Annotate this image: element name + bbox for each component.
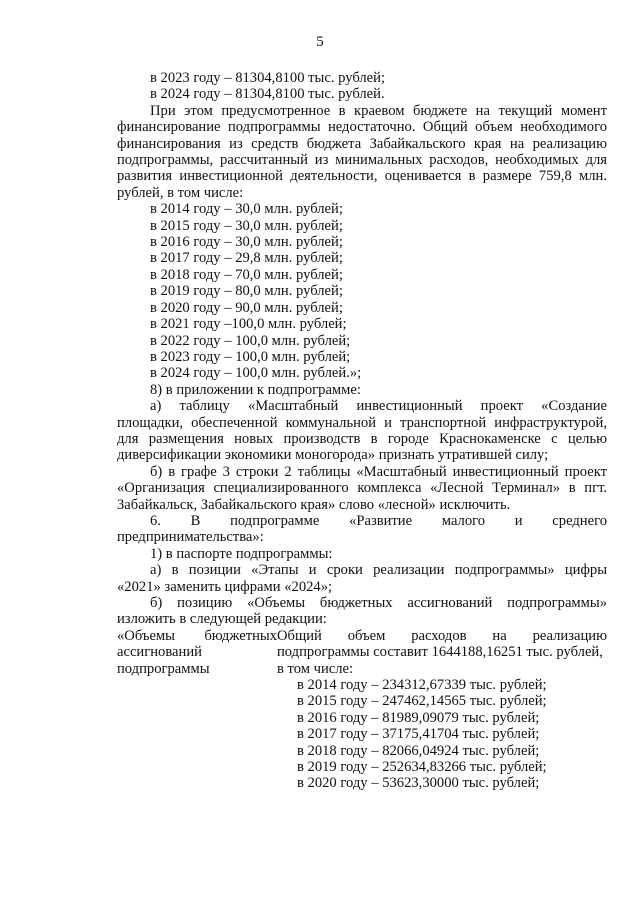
item-6-1: 1) в паспорте подпрограммы: [150, 545, 333, 562]
passport-label-line: подпрограммы [117, 660, 210, 677]
passport-label-line: «Объемы бюджетных [117, 627, 277, 644]
funding-line: При этом предусмотренное в краевом бюджете на текущий момент [150, 102, 607, 119]
funding-line: подпрограммы, рассчитанный из минимальных расходов, необходимых для [117, 152, 607, 169]
list-item: в 2017 году – 29,8 млн. рублей; [150, 250, 343, 267]
item-8a-line-last: диверсификации экономики моногорода» признать утратившей силу; [117, 447, 549, 464]
top-line-2024: в 2024 году – 81304,8100 тыс. рублей. [150, 86, 385, 103]
list-item: в 2020 году – 53623,30000 тыс. рублей; [297, 775, 540, 792]
list-item: в 2014 году – 234312,67339 тыс. рублей; [297, 677, 547, 694]
item-6-1b-line: б) позицию «Объемы бюджетных ассигнований подпрограммы» [150, 595, 607, 611]
top-line-2023: в 2023 году – 81304,8100 тыс. рублей; [150, 70, 386, 86]
item-6-1a [117, 562, 607, 595]
item-8a-line: площадки, обеспеченной коммунальной и транспортной инфраструктурой, [117, 414, 607, 431]
item-8a-line: для размещения новых производств в городе Краснокаменске с целью [117, 430, 607, 447]
list-item: в 2014 году – 30,0 млн. рублей; [150, 201, 343, 218]
list-item: в 2016 году – 30,0 млн. рублей; [150, 234, 343, 251]
passport-value-line: Общий объем расходов на реализацию [277, 627, 607, 644]
funding-line: развития инвестиционной деятельности, оценивается в размере 759,8 млн. [117, 168, 607, 185]
item-8a-line: а) таблицу «Масштабный инвестиционный проект «Создание [150, 398, 607, 415]
item-6-line: 6. В подпрограмме «Развитие малого и среднего [150, 512, 607, 529]
item-8b-line: б) в графе 3 строки 2 таблицы «Масштабный инвестиционный проект [150, 463, 607, 480]
list-item: в 2020 году – 90,0 млн. рублей; [150, 299, 343, 316]
passport-label [117, 628, 277, 792]
item-8b [117, 464, 607, 513]
passport-block [117, 628, 607, 792]
item-6-1b-line-last: изложить в следующей редакции: [117, 611, 327, 628]
passport-value [277, 628, 607, 792]
page-number: 5 [316, 34, 324, 50]
item-8: 8) в приложении к подпрограмме: [150, 381, 361, 398]
list-item: в 2015 году – 30,0 млн. рублей; [150, 217, 343, 234]
item-6-1a-line: а) в позиции «Этапы и сроки реализации подпрограммы» цифры [150, 562, 607, 579]
item-6-line-last: предпринимательства»: [117, 529, 264, 546]
item-8a [117, 398, 607, 464]
passport-label-line: ассигнований [117, 644, 202, 661]
item-6-1b [117, 595, 607, 628]
item-8b-line: «Организация специализированного комплекса «Лесной Терминал» в пгт. [117, 480, 607, 497]
list-item: в 2017 году – 37175,41704 тыс. рублей; [297, 726, 540, 743]
item-8b-line-last: Забайкальск, Забайкальского края» слово «лесной» исключить. [117, 496, 511, 513]
list-item: в 2018 году – 82066,04924 тыс. рублей; [297, 742, 540, 759]
list-item: в 2022 году – 100,0 млн. рублей; [150, 332, 351, 349]
list-item: в 2019 году – 80,0 млн. рублей; [150, 283, 343, 300]
funding-line: финансирования из средств бюджета Забайкальского края на реализацию [117, 135, 607, 152]
passport-value-line: подпрограммы составит 1644188,16251 тыс. рублей, [277, 644, 603, 661]
list-item: в 2018 году – 70,0 млн. рублей; [150, 266, 343, 283]
item-6 [117, 513, 607, 546]
funding-line: финансирование подпрограммы недостаточно. Общий объем необходимого [117, 119, 607, 136]
document-body [117, 70, 607, 792]
list-item: в 2024 году – 100,0 млн. рублей.»; [150, 365, 362, 382]
list-item: в 2016 году – 81989,09079 тыс. рублей; [297, 709, 540, 726]
years-million-list [117, 201, 607, 381]
passport-value-line: в том числе: [277, 660, 354, 677]
list-item: в 2019 году – 252634,83266 тыс. рублей; [297, 759, 547, 776]
item-6-1a-line-last: «2021» заменить цифрами «2024»; [117, 578, 333, 595]
list-item: в 2021 году –100,0 млн. рублей; [150, 316, 347, 333]
list-item: в 2023 году – 100,0 млн. рублей; [150, 348, 351, 365]
list-item: в 2015 году – 247462,14565 тыс. рублей; [297, 693, 547, 710]
funding-line-last: рублей, в том числе: [117, 184, 244, 201]
funding-paragraph [117, 103, 607, 201]
